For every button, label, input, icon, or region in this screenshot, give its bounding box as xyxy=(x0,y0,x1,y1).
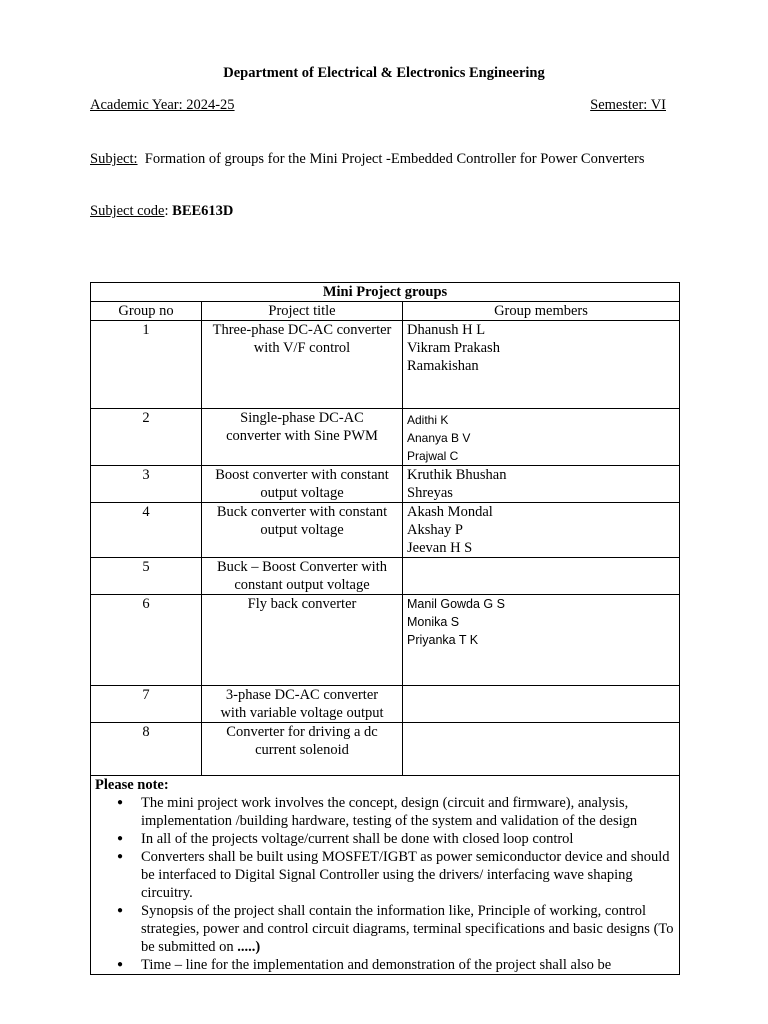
synopsis-date: .....) xyxy=(237,939,261,955)
subject-line xyxy=(90,151,645,168)
project-title-line: Single-phase DC-AC xyxy=(240,410,364,426)
group-no: 6 xyxy=(91,595,202,686)
col-header-group-members: Group members xyxy=(403,302,680,321)
project-title xyxy=(202,503,403,558)
notes-row xyxy=(91,776,680,975)
project-title-line: current solenoid xyxy=(255,742,349,758)
project-title xyxy=(202,595,403,686)
group-members xyxy=(403,558,680,595)
group-no: 7 xyxy=(91,686,202,723)
synopsis-text: Synopsis of the project shall contain the information like, Principle of working, control strategies, power and control circuit diagrams, terminal specifications and basic designs (To be submitted on xyxy=(141,903,674,955)
group-no: 3 xyxy=(91,466,202,503)
member: Akshay P xyxy=(407,522,463,538)
table-title: Mini Project groups xyxy=(91,283,680,302)
group-no: 1 xyxy=(91,321,202,409)
semester: Semester: VI xyxy=(590,97,666,113)
table-row xyxy=(91,321,680,409)
subject-label: Subject: xyxy=(90,151,138,167)
group-no: 2 xyxy=(91,409,202,466)
table-row xyxy=(91,686,680,723)
project-title-line: constant output voltage xyxy=(234,577,370,593)
notes-heading: Please note: xyxy=(95,777,169,793)
col-header-group-no: Group no xyxy=(91,302,202,321)
project-title xyxy=(202,466,403,503)
project-title xyxy=(202,321,403,409)
member: Vikram Prakash xyxy=(407,340,500,356)
group-no: 5 xyxy=(91,558,202,595)
group-members xyxy=(403,409,680,466)
member: Shreyas xyxy=(407,485,453,501)
project-title-line: Boost converter with constant xyxy=(215,467,389,483)
group-members xyxy=(403,723,680,776)
group-no: 8 xyxy=(91,723,202,776)
table-title-row xyxy=(91,283,680,302)
department-heading: Department of Electrical & Electronics Engineering xyxy=(223,65,545,81)
member: Ananya B V xyxy=(407,431,471,445)
group-members xyxy=(403,466,680,503)
note-item xyxy=(141,902,675,956)
table-row xyxy=(91,503,680,558)
group-members xyxy=(403,321,680,409)
project-title xyxy=(202,558,403,595)
project-title xyxy=(202,686,403,723)
project-title-line: converter with Sine PWM xyxy=(226,428,378,444)
project-title-line: output voltage xyxy=(260,522,344,538)
member: Priyanka T K xyxy=(407,633,479,647)
project-title-line: Fly back converter xyxy=(247,596,357,612)
note-item: ● Time – line for the implementation and demonstration of the project shall also be xyxy=(141,956,675,974)
project-title-line: Buck converter with constant xyxy=(216,504,388,520)
project-title-line: Converter for driving a dc xyxy=(226,724,378,740)
project-title xyxy=(202,723,403,776)
table-header-row xyxy=(91,302,680,321)
project-title-line: Three-phase DC-AC converter xyxy=(212,322,392,338)
member: Manil Gowda G S xyxy=(407,597,505,611)
col-header-project-title: Project title xyxy=(202,302,403,321)
groups-table xyxy=(90,282,680,975)
member: Jeevan H S xyxy=(407,540,473,556)
group-members xyxy=(403,503,680,558)
group-no: 4 xyxy=(91,503,202,558)
project-title-line: with V/F control xyxy=(253,340,351,356)
subject-code: BEE613D xyxy=(172,203,234,219)
notes-cell xyxy=(91,776,680,975)
member: Prajwal C xyxy=(407,449,459,463)
project-title-line: Buck – Boost Converter with xyxy=(217,559,387,575)
member: Kruthik Bhushan xyxy=(407,467,507,483)
project-title xyxy=(202,409,403,466)
table-row xyxy=(91,558,680,595)
academic-year: Academic Year: 2024-25 xyxy=(90,97,235,113)
group-members xyxy=(403,686,680,723)
note-item: ● In all of the projects voltage/current shall be done with closed loop control xyxy=(141,830,675,848)
subject-code-line: Subject code: BEE613D xyxy=(90,203,234,219)
subject-text: Formation of groups for the Mini Project -Embedded Controller for Power Converters xyxy=(144,151,645,167)
table-row xyxy=(91,466,680,503)
member: Akash Mondal xyxy=(407,504,493,520)
table-row xyxy=(91,595,680,686)
member: Adithi K xyxy=(407,413,449,427)
project-title-line: 3-phase DC-AC converter xyxy=(225,687,379,703)
member: Ramakishan xyxy=(407,358,479,374)
note-item: ● Converters shall be built using MOSFET/IGBT as power semiconductor device and should be interfaced to Digital Signal Controller using the drivers/ interfacing wave shaping circuitry. xyxy=(141,848,675,902)
project-title-line: output voltage xyxy=(260,485,344,501)
note-item: ● The mini project work involves the concept, design (circuit and firmware), analysis, implementation /building hardware, testing of the system and validation of the design xyxy=(141,794,675,830)
member: Monika S xyxy=(407,615,460,629)
subject-code-label: Subject code xyxy=(90,203,165,219)
table-row xyxy=(91,409,680,466)
notes-list xyxy=(95,794,675,974)
table-row xyxy=(91,723,680,776)
member: Dhanush H L xyxy=(407,322,486,338)
group-members xyxy=(403,595,680,686)
project-title-line: with variable voltage output xyxy=(220,705,384,721)
